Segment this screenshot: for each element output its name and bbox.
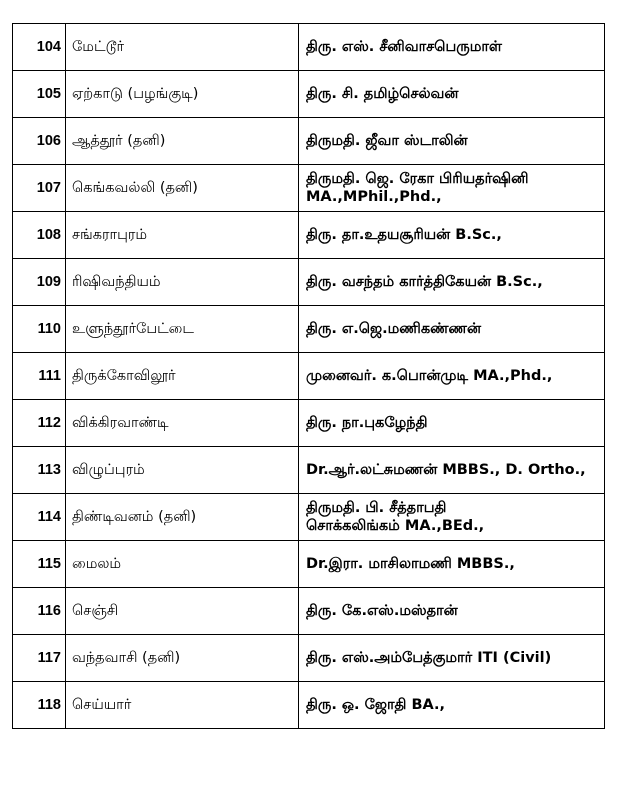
table-row (13, 353, 605, 400)
candidate-name-line: திரு. எஸ். சீனிவாசபெருமாள் (306, 39, 503, 55)
candidate-name (299, 24, 605, 71)
constituency-name: மேட்டூர் (66, 24, 299, 71)
table-row (13, 400, 605, 447)
candidate-name (299, 306, 605, 353)
candidate-name (299, 165, 605, 212)
row-number: 105 (13, 71, 66, 118)
candidate-name (299, 682, 605, 729)
candidate-name-line: திரு. நா.புகழேந்தி (306, 415, 428, 431)
constituency-name: செஞ்சி (66, 588, 299, 635)
candidate-name-line: திரு. வசந்தம் கார்த்திகேயன் B.Sc., (306, 274, 543, 290)
candidate-name-line: திரு. எ.ஜெ.மணிகண்ணன் (306, 321, 482, 337)
row-number: 115 (13, 541, 66, 588)
row-number: 112 (13, 400, 66, 447)
table-row (13, 71, 605, 118)
candidate-name-line: திரு. ஒ. ஜோதி BA., (306, 697, 446, 713)
candidate-name-line: திரு. கே.எஸ்.மஸ்தான் (306, 603, 458, 619)
row-number: 104 (13, 24, 66, 71)
candidates-table (12, 23, 605, 729)
row-number: 114 (13, 494, 66, 541)
row-number: 108 (13, 212, 66, 259)
constituency-name: செய்யார் (66, 682, 299, 729)
table-row (13, 682, 605, 729)
constituency-name: ரிஷிவந்தியம் (66, 259, 299, 306)
constituency-name: விக்கிரவாண்டி (66, 400, 299, 447)
table-row (13, 212, 605, 259)
table-row (13, 635, 605, 682)
row-number: 116 (13, 588, 66, 635)
candidate-name (299, 635, 605, 682)
candidate-name-line: Dr.ஆர்.லட்சுமணன் MBBS., D. Ortho., (306, 462, 586, 478)
candidates-table-body (13, 24, 605, 729)
constituency-name: திண்டிவனம் (தனி) (66, 494, 299, 541)
candidate-name (299, 447, 605, 494)
row-number: 107 (13, 165, 66, 212)
row-number: 111 (13, 353, 66, 400)
candidate-name-line: திரு. தா.உதயசூரியன் B.Sc., (306, 227, 502, 243)
candidate-name-line: திருமதி. ஜெ. ரேகா பிரியதர்ஷினி (306, 171, 529, 187)
candidate-name (299, 71, 605, 118)
table-row (13, 588, 605, 635)
candidate-name-line: Dr.இரா. மாசிலாமணி MBBS., (306, 556, 515, 572)
row-number: 117 (13, 635, 66, 682)
candidate-name-line: திரு. எஸ்.அம்பேத்குமார் ITI (Civil) (306, 650, 552, 666)
constituency-name: திருக்கோவிலூர் (66, 353, 299, 400)
constituency-name: ஏற்காடு (பழங்குடி) (66, 71, 299, 118)
candidate-name (299, 259, 605, 306)
candidate-name (299, 353, 605, 400)
table-row (13, 447, 605, 494)
candidate-name-line-2: சொக்கலிங்கம் MA.,BEd., (306, 518, 485, 534)
constituency-name: ஆத்தூர் (தனி) (66, 118, 299, 165)
row-number: 110 (13, 306, 66, 353)
table-row (13, 165, 605, 212)
candidate-name-line: திருமதி. ஜீவா ஸ்டாலின் (306, 133, 468, 149)
candidate-name (299, 118, 605, 165)
candidate-name-line: திருமதி. பி. சீத்தாபதி (306, 500, 447, 516)
candidate-name (299, 541, 605, 588)
table-row (13, 494, 605, 541)
candidate-name-line: முனைவர். க.பொன்முடி MA.,Phd., (306, 368, 553, 384)
table-row (13, 259, 605, 306)
constituency-name: கெங்கவல்லி (தனி) (66, 165, 299, 212)
constituency-name: மைலம் (66, 541, 299, 588)
candidate-qualification-line: MA.,MPhil.,Phd., (306, 189, 442, 205)
table-row (13, 306, 605, 353)
candidate-name-line: திரு. சி. தமிழ்செல்வன் (306, 86, 459, 102)
table-row (13, 24, 605, 71)
table-row (13, 541, 605, 588)
candidate-name (299, 588, 605, 635)
row-number: 113 (13, 447, 66, 494)
constituency-name: வந்தவாசி (தனி) (66, 635, 299, 682)
candidate-name (299, 212, 605, 259)
candidate-name (299, 400, 605, 447)
row-number: 109 (13, 259, 66, 306)
constituency-name: விழுப்புரம் (66, 447, 299, 494)
constituency-name: உளுந்தூர்பேட்டை (66, 306, 299, 353)
candidate-name (299, 494, 605, 541)
constituency-name: சங்கராபுரம் (66, 212, 299, 259)
row-number: 106 (13, 118, 66, 165)
row-number: 118 (13, 682, 66, 729)
table-row (13, 118, 605, 165)
